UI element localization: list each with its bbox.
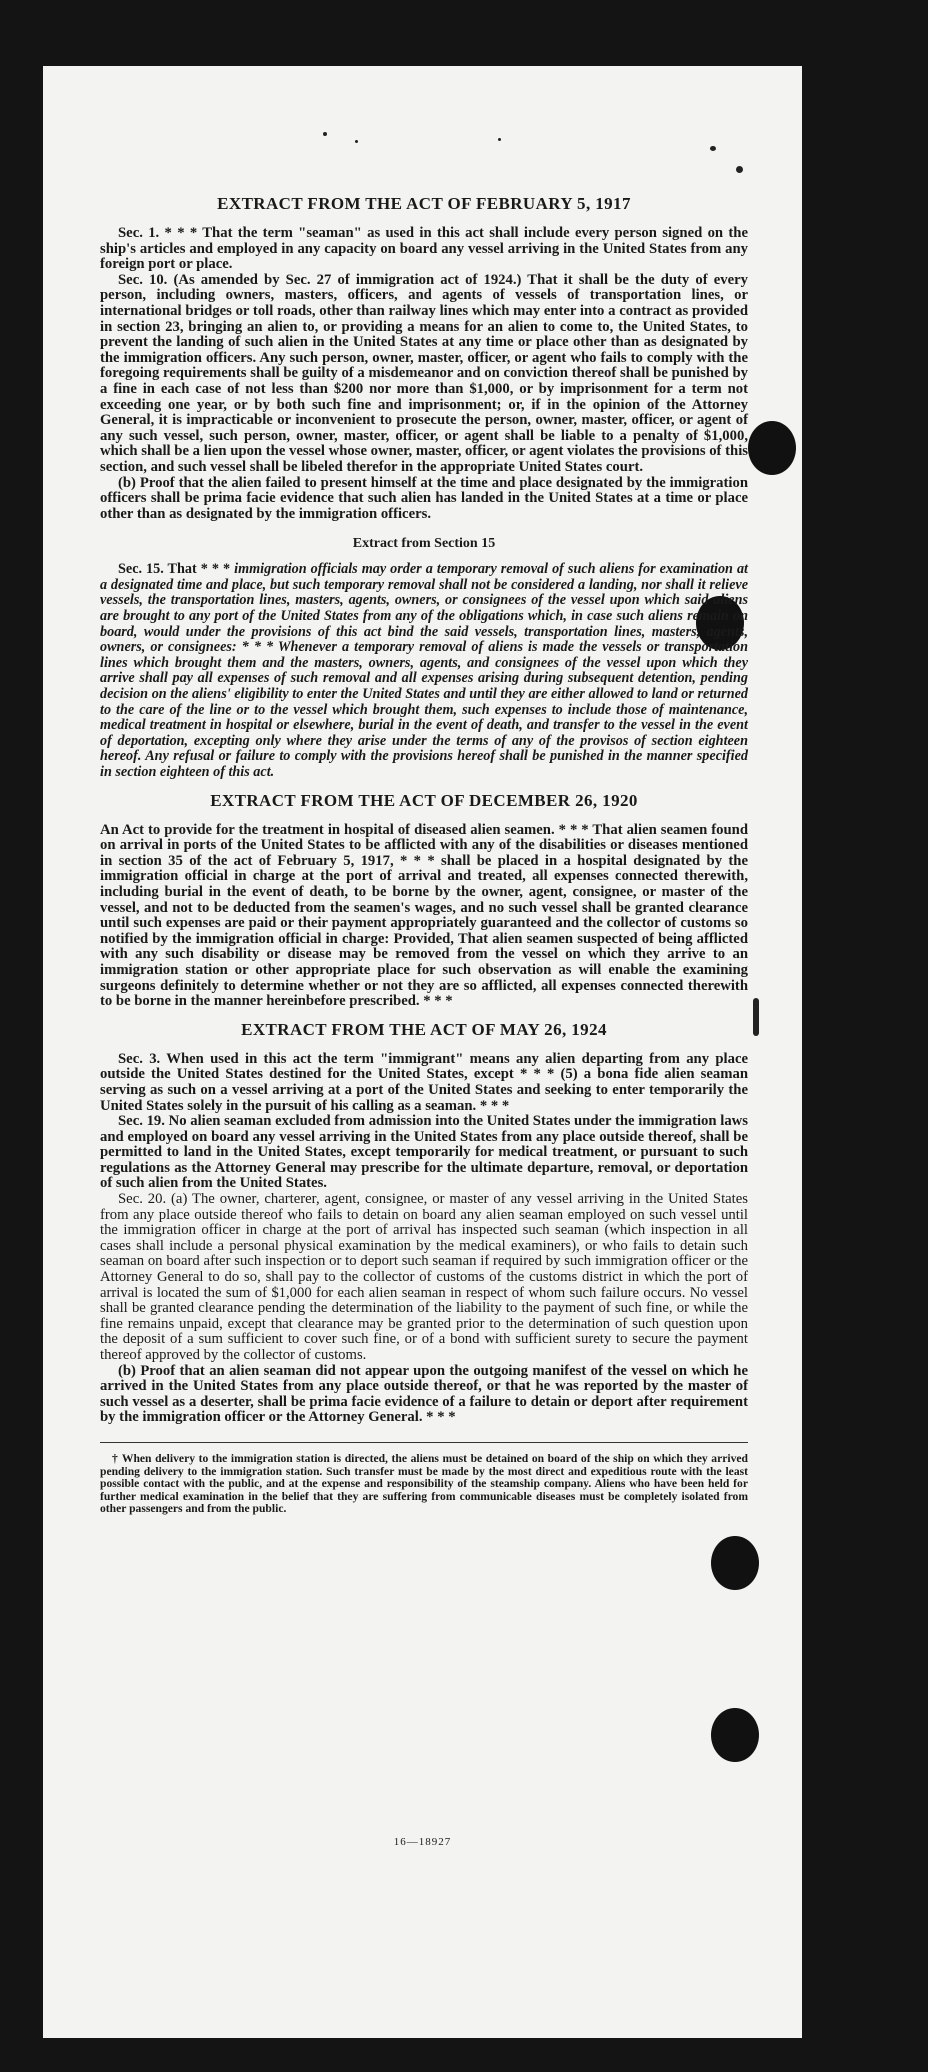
scan-speck [736, 166, 743, 173]
scan-speck [498, 138, 501, 141]
paragraph-1924-sec20b: (b) Proof that an alien seaman did not appear upon the outgoing manifest of the vessel on which he arrived in the United States from any place outside thereof, or that he was reported by the master of such vessel as a deserter, shall be prima facie evidence of a failure to detain or deport after requirement by the immigration officer or the Attorney General. * * * [100, 1362, 748, 1426]
paragraph-sec15-body: immigration officials may order a temporary removal of such aliens for examination at a designated time and place, but such temporary removal shall not be considered a landing, nor shall it relieve vessels, the transportation lines, masters, agents, owners, or consignees of the vessel upon which said aliens are brought to any port of the United States from any of the obligations which, in case such aliens remain on board, would under the provisions of this act bind the said vessels, transportation lines, masters, agents, owners, or consignees: * * * Whenever a temporary removal of aliens is made the vessels or transportation lines which brought them and the masters, owners, agents, and consignees of the vessel upon which they arrive shall pay all expenses of such removal and all expenses arising during subsequent detention, pending decision on the aliens' eligibility to enter the United States and until they are either allowed to land or returned to the care of the line or to the vessel which brought them, such expenses to include those of maintenance, medical treatment in hospital or elsewhere, burial in the event of death, and transfer to the vessel in the event of deportation, excepting only where they arise under the terms of any of the provisos of section eighteen hereof. Any refusal or failure to comply with the provisions hereof shall be punished in the manner specified in section eighteen of this act. [100, 561, 748, 780]
punch-hole [711, 1536, 759, 1590]
document-page [43, 66, 802, 2038]
section-heading-1924: EXTRACT FROM THE ACT OF MAY 26, 1924 [241, 1019, 607, 1039]
scan-speck [323, 132, 327, 136]
footnote: † When delivery to the immigration station is directed, the aliens must be detained on board of the ship on which they arrived pending delivery to the immigration station. Such transfer must be made by the most direct and expeditious route with the least possible contact with the public, and at the expense and responsibility of the steamship company. Aliens who have been held for further medical examination in the belief that they are suffering from communicable diseases must be completely isolated from other passengers and from the public. [100, 1451, 748, 1516]
subheading-section-15: Extract from Section 15 [352, 536, 496, 552]
scan-mark [753, 998, 759, 1036]
paragraph-sec10: Sec. 10. (As amended by Sec. 27 of immigration act of 1924.) That it shall be the duty of every person, including owners, masters, officers, and agents of vessels of transportation lines, or international bridges or toll roads, other than railway lines which may enter into a contract as provided in section 23, bringing an alien to, or providing a means for an alien to come to, the United States, to prevent the landing of such alien in the United States at any time or place other than as designated by the immigration officers. Any such person, owner, master, officer, or agent who fails to comply with the foregoing requirements shall be guilty of a misdemeanor and on conviction thereof shall be punished by a fine in each case of not less than $200 nor more than $1,000, or by imprisonment for a term not exceeding one year, or by both such fine and imprisonment; or, if in the opinion of the Attorney General, it is impracticable or inconvenient to prosecute the person, owner, master, officer, or agent of any such vessel, such person, owner, master, officer, or agent shall be liable to a penalty of $1,000, which shall be a lien upon the vessel whose owner, master, officer, or agent violates the provisions of this section, and such vessel shall be libeled therefor in the appropriate United States court. [100, 271, 748, 475]
document-body [100, 194, 748, 1516]
paragraph-1924-sec19: Sec. 19. No alien seaman excluded from admission into the United States under the immigration laws and employed on board any vessel arriving in the United States from any place outside thereof, shall be permitted to land in the United States, except temporarily for medical treatment, or pursuant to such regulations as the Attorney General may prescribe for the ultimate departure, removal, or deportation of such alien from the United States. [100, 1113, 748, 1192]
paragraph-1924-sec3: Sec. 3. When used in this act the term "immigrant" means any alien departing from any place outside the United States destined for the United States, except * * * (5) a bona fide alien seaman serving as such on a vessel arriving at a port of the United States and seeking to enter temporarily the United States solely in the pursuit of his calling as a seaman. * * * [100, 1050, 748, 1114]
section-heading-1920: EXTRACT FROM THE ACT OF DECEMBER 26, 1920 [210, 790, 638, 810]
paragraph-1920: An Act to provide for the treatment in hospital of diseased alien seamen. * * * That alien seamen found on arrival in ports of the United States to be afflicted with any of the disabilities or diseases mentioned in section 35 of the act of February 5, 1917, * * * shall be placed in a hospital designated by the immigration official in charge at the port of arrival and treated, all expenses connected therewith, including burial in the event of death, to be borne by the owner, agent, consignee, or master of the vessel, and not to be deducted from the seamen's wages, and no such vessel shall be granted clearance until such expenses are paid or their payment appropriately guaranteed and the collector of customs so notified by the immigration official in charge: Provided, That alien seamen suspected of being afflicted with any such disability or disease may be removed from the vessel on which they arrive to an immigration station or other appropriate place for such observation as will enable the examining surgeons definitely to determine whether or not they are so afflicted, all expenses connected therewith to be borne in the manner hereinbefore prescribed. * * * [100, 821, 748, 1010]
section-heading-1917: EXTRACT FROM THE ACT OF FEBRUARY 5, 1917 [217, 194, 631, 213]
scan-speck [355, 140, 358, 143]
punch-hole [748, 421, 796, 475]
scan-speck [710, 146, 716, 151]
paragraph-sec15 [100, 562, 748, 780]
footnote-divider [100, 1442, 748, 1443]
punch-hole [711, 1708, 759, 1762]
paragraph-1924-sec20: Sec. 20. (a) The owner, charterer, agent, consignee, or master of any vessel arriving in the United States from any place outside thereof who fails to detain on board any alien seaman employed on such vessel until the immigration officer in charge at the port of arrival has inspected such seaman (which inspection in all cases shall include a personal physical examination by the medical examiners), or who fails to detain such seaman on board after such inspection or to deport such seaman if required by such immigration officer or the Attorney General to do so, shall pay to the collector of customs of the customs district in which the port of arrival is located the sum of $1,000 for each alien seaman in respect of whom such failure occurs. No vessel shall be granted clearance pending the determination of the liability to the payment of such fine, or while the fine remains unpaid, except that clearance may be granted prior to the determination of such question upon the deposit of a sum sufficient to cover such fine, or of a bond with sufficient surety to secure the payment thereof approved by the collector of customs. [100, 1191, 748, 1363]
paragraph-sec10b: (b) Proof that the alien failed to present himself at the time and place designated by the immigration officers shall be prima facie evidence that such alien has landed in the United States at a time or place other than as designated by the immigration officers. [100, 474, 748, 522]
form-number: 16—18927 [393, 1836, 452, 1848]
paragraph-sec1: Sec. 1. * * * That the term "seaman" as used in this act shall include every person signed on the ship's articles and employed in any capacity on board any vessel arriving in the United States from any foreign port or place. [100, 225, 748, 273]
paragraph-sec15-lead: Sec. 15. That * * * [118, 561, 235, 578]
